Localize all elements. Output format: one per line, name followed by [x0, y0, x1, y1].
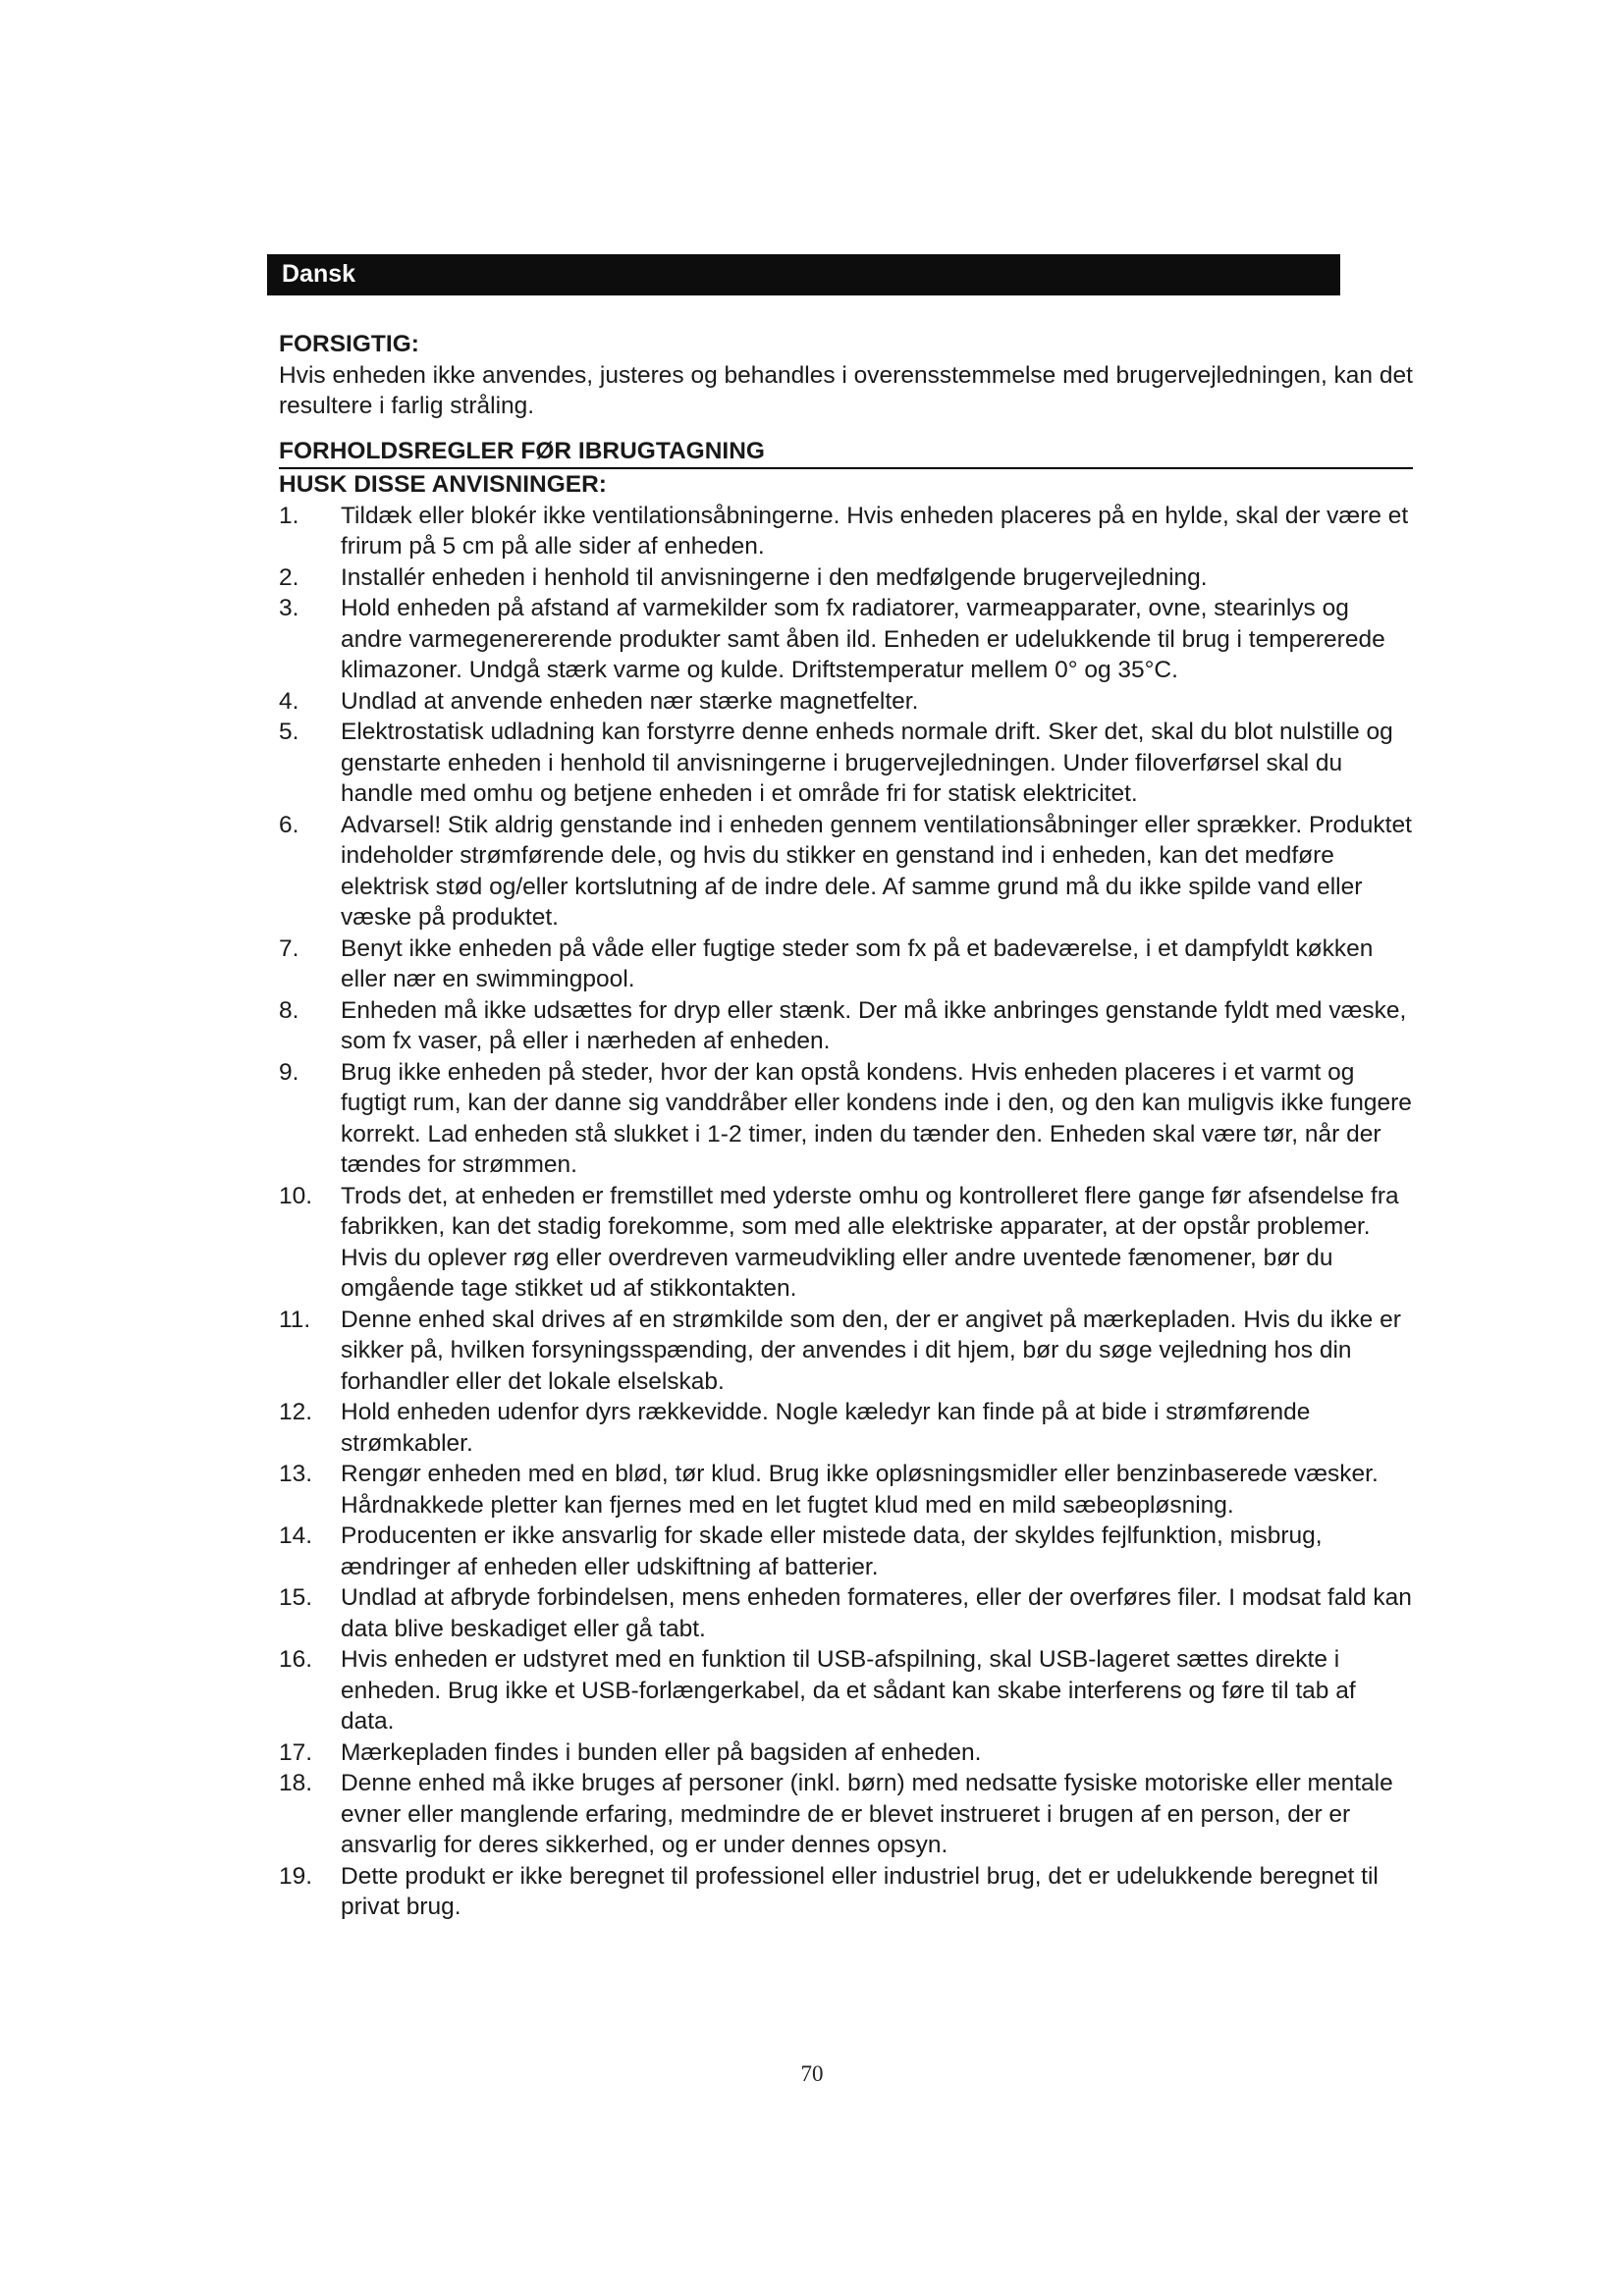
item-text: Hold enheden udenfor dyrs rækkevidde. Nogle kæledyr kan finde på at bide i strømførende strømkabler.: [341, 1399, 1311, 1457]
item-number: 6.: [279, 811, 299, 838]
item-number: 16.: [279, 1646, 313, 1673]
list-item: [279, 717, 1413, 810]
list-item: [279, 1459, 1413, 1521]
precautions-list: [279, 501, 1413, 1923]
item-text: Denne enhed skal drives af en strømkilde som den, der er angivet på mærkepladen. Hvis du ikke er sikker på, hvilken forsyningsspænding, der anvendes i dit hjem, bør du søge vejledning hos din forhandler eller det lokale elselskab.: [341, 1306, 1401, 1395]
list-item: [279, 1181, 1413, 1305]
list-item: [279, 501, 1413, 562]
caution-title: FORSIGTIG:: [279, 331, 419, 357]
item-text: Producenten er ikke ansvarlig for skade eller mistede data, der skyldes fejlfunktion, misbrug, ændringer af enheden eller udskiftning af batterier.: [341, 1522, 1323, 1580]
item-number: 7.: [279, 934, 299, 962]
item-number: 5.: [279, 719, 299, 745]
language-header-bar: [267, 254, 1340, 295]
item-number: 1.: [279, 502, 299, 529]
list-item: [279, 593, 1413, 686]
item-text: Dette produkt er ikke beregnet til professionel eller industriel brug, det er udelukkende beregnet til privat brug.: [341, 1862, 1379, 1920]
item-text: Undlad at anvende enheden nær stærke magnetfelter.: [341, 687, 919, 715]
section-title: FORHOLDSREGLER FØR IBRUGTAGNING: [279, 437, 765, 464]
page-number: 70: [800, 2061, 824, 2086]
section-subtitle: HUSK DISSE ANVISNINGER:: [279, 471, 607, 498]
item-number: 17.: [279, 1738, 313, 1766]
list-item: [279, 562, 1413, 594]
item-text: Benyt ikke enheden på våde eller fugtige steder som fx på et badeværelse, i et dampfyldt køkken eller nær en swimmingpool.: [341, 934, 1374, 992]
caution-text: Hvis enheden ikke anvendes, justeres og behandles i overensstemmelse med brugervejledningen, kan det resultere i farlig stråling.: [279, 361, 1413, 419]
item-text: Enheden må ikke udsættes for dryp eller stænk. Der må ikke anbringes genstande fyldt med væske, som fx vaser, på eller i nærheden af enheden.: [341, 996, 1407, 1054]
item-text: Mærkepladen findes i bunden eller på bagsiden af enheden.: [341, 1738, 982, 1766]
list-item: [279, 1397, 1413, 1459]
item-text-note: Hårdnakkede pletter kan fjernes med en let fugtet klud med en mild sæbeopløsning.: [341, 1491, 1234, 1519]
item-text: Trods det, at enheden er fremstillet med yderste omhu og kontrolleret flere gange før afsendelse fra fabrikken, kan det stadig forekomme, som med alle elektriske apparater, at der opstår problemer. Hvis du oplever røg eller overdreven varmeudvikling eller andre uventede fænomener, bør du omgående tage stikket ud af stikkontakten.: [341, 1182, 1399, 1302]
item-text-line: Rengør enheden med en blød, tør klud. Brug ikke opløsningsmidler eller benzinbaserede væsker.: [341, 1461, 1379, 1487]
item-number: 19.: [279, 1862, 313, 1890]
item-text: Hvis enheden er udstyret med en funktion til USB-afspilning, skal USB-lageret sættes direkte i enheden. Brug ikke et USB-forlængerkabel, da et sådant kan skabe interferens og føre til tab af data.: [341, 1646, 1356, 1735]
item-text: Brug ikke enheden på steder, hvor der kan opstå kondens. Hvis enheden placeres i et varmt og fugtigt rum, kan der danne sig vanddråber eller kondens inde i den, og den kan muligvis ikke fungere korrekt. Lad enheden stå slukket i 1-2 timer, inden du tænder den. Enheden skal være tør, når der tændes for strømmen.: [341, 1058, 1412, 1178]
item-number: 18.: [279, 1770, 313, 1796]
item-number: 10.: [279, 1182, 313, 1209]
item-number: 2.: [279, 563, 299, 591]
list-item: [279, 1582, 1413, 1644]
item-text: Denne enhed må ikke bruges af personer (inkl. børn) med nedsatte fysiske motoriske eller mentale evner eller manglende erfaring, medmindre de er blevet instrueret i brugen af en person, der er ansvarlig for deres sikkerhed, og er under dennes opsyn.: [341, 1770, 1393, 1858]
item-number: 14.: [279, 1522, 313, 1549]
list-item: [279, 686, 1413, 718]
list-item: [279, 1768, 1413, 1861]
item-text: Hold enheden på afstand af varmekilder som fx radiatorer, varmeapparater, ovne, stearinlys og andre varmegenererende produkter samt åben ild. Enheden er udelukkende til brug i tempererede klimazoner. Undgå stærk varme og kulde. Driftstemperatur mellem 0° og 35°C.: [341, 595, 1385, 683]
list-item: [279, 1737, 1413, 1769]
item-number: 13.: [279, 1461, 313, 1487]
item-text: Advarsel! Stik aldrig genstande ind i enheden gennem ventilationsåbninger eller sprækker. Produktet indeholder strømførende dele, og hvis du stikker en genstand ind i enheden, kan det medføre elektrisk stød og/eller kortslutning af de indre dele. Af samme grund må du ikke spilde vand eller væske på produktet.: [341, 811, 1412, 931]
item-text: Elektrostatisk udladning kan forstyrre denne enheds normale drift. Sker det, skal du blot nulstille og genstarte enheden i henhold til anvisningerne i brugervejledningen. Under filoverførsel skal du handle med omhu og betjene enheden i et område fri for statisk elektricitet.: [341, 719, 1393, 807]
item-number: 15.: [279, 1584, 313, 1611]
list-item: [279, 995, 1413, 1057]
list-item: [279, 1521, 1413, 1582]
item-number: 3.: [279, 595, 299, 621]
document-body: [279, 329, 1413, 1923]
item-number: 4.: [279, 687, 299, 715]
item-number: 12.: [279, 1399, 313, 1425]
list-item: [279, 1057, 1413, 1181]
language-label: Dansk: [282, 260, 356, 288]
item-text: Undlad at afbryde forbindelsen, mens enheden formateres, eller der overføres filer. I modsat fald kan data blive beskadiget eller gå tabt.: [341, 1584, 1412, 1642]
list-item: [279, 810, 1413, 934]
list-item: [279, 934, 1413, 995]
item-number: 8.: [279, 996, 299, 1024]
item-number: 9.: [279, 1058, 299, 1086]
item-text: [341, 1459, 1413, 1521]
item-number: 11.: [279, 1306, 311, 1333]
list-item: [279, 1861, 1413, 1923]
list-item: [279, 1644, 1413, 1737]
item-text: Tildæk eller blokér ikke ventilationsåbningerne. Hvis enheden placeres på en hylde, skal der være et frirum på 5 cm på alle sider af enheden.: [341, 502, 1409, 560]
item-text: Installér enheden i henhold til anvisningerne i den medfølgende brugervejledning.: [341, 563, 1208, 591]
list-item: [279, 1305, 1413, 1398]
